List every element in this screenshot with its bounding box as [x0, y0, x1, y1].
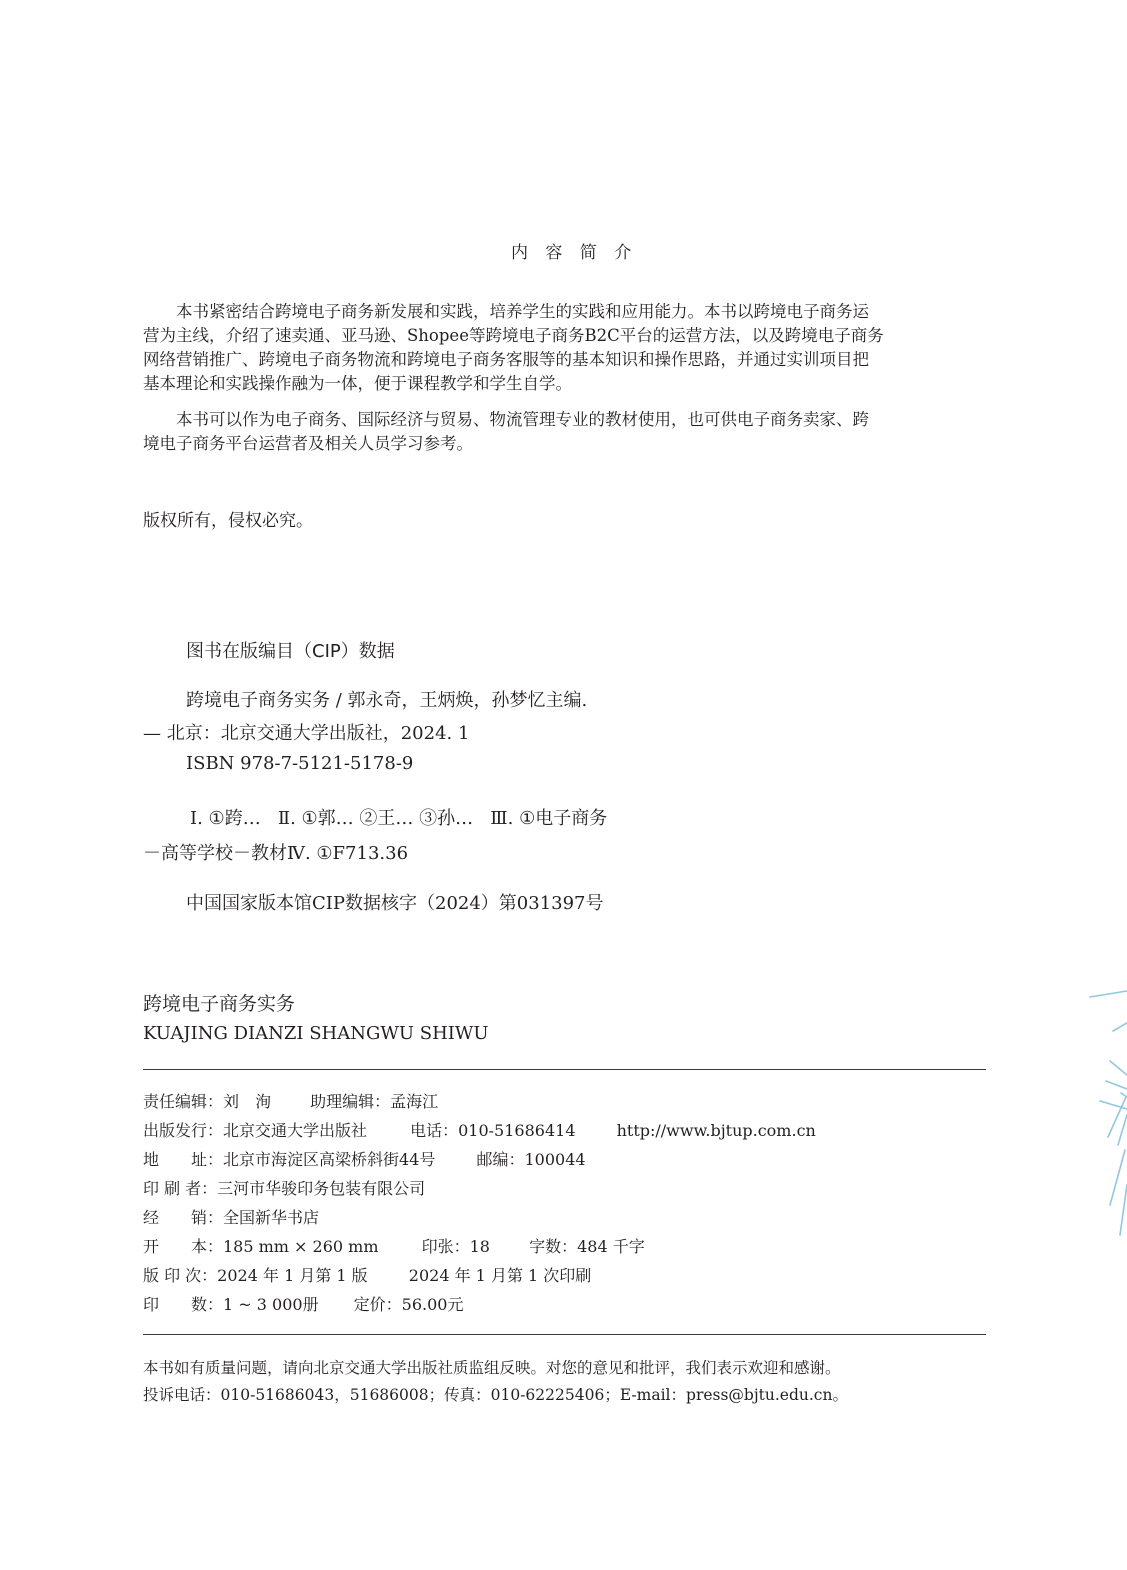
info-publisher: 出版发行：北京交通大学出版社 — [143, 1121, 368, 1140]
info-row-address — [143, 1147, 586, 1170]
info-printer: 印 刷 者：三河市华骏印务包装有限公司 — [143, 1179, 426, 1198]
cip-book-line: 跨境电子商务实务 / 郭永奇，王炳焕，孙梦忆主编. — [186, 690, 588, 711]
info-price: 定价：56.00元 — [353, 1295, 464, 1314]
info-row-edition — [143, 1263, 591, 1286]
deco-stroke — [1118, 1115, 1127, 1145]
info-print-run: 2024 年 1 月第 1 次印刷 — [408, 1266, 592, 1285]
deco-stroke — [1110, 1150, 1125, 1205]
info-distributor: 经 销：全国新华书店 — [143, 1208, 320, 1227]
info-editor: 责任编辑：刘 洵 — [143, 1092, 272, 1111]
deco-stroke — [1090, 991, 1127, 997]
info-phone: 电话：010-51686414 — [410, 1121, 576, 1140]
book-title-cn: 跨境电子商务实务 — [143, 993, 296, 1015]
summary-paragraph-1 — [143, 300, 988, 396]
info-quantity: 印 数：1 ~ 3 000册 — [143, 1295, 319, 1314]
summary-heading: 内 容 简 介 — [511, 243, 638, 263]
deco-stroke — [1106, 1081, 1127, 1089]
decorative-lines — [1080, 985, 1127, 1245]
info-row-distributor — [143, 1205, 319, 1228]
copyright-notice: 版权所有，侵权必究。 — [143, 511, 313, 531]
cip-title: 图书在版编目（CIP）数据 — [186, 641, 395, 662]
complaint-contact: 投诉电话：010-51686043，51686008；传真：010-62225406；E-mail：press@bjtu.edu.cn。 — [143, 1386, 848, 1404]
info-format: 开 本：185 mm × 260 mm — [143, 1237, 379, 1256]
cip-publisher-line: — 北京：北京交通大学出版社，2024. 1 — [143, 723, 470, 744]
deco-stroke — [1113, 1023, 1127, 1031]
info-row-editors — [143, 1089, 438, 1112]
info-address: 地 址：北京市海淀区高梁桥斜街44号 — [143, 1150, 436, 1169]
info-sheets: 印张：18 — [421, 1237, 490, 1256]
deco-stroke — [1120, 1185, 1127, 1235]
cip-isbn: ISBN 978-7-5121-5178-9 — [186, 753, 414, 774]
summary-line: 网络营销推广、跨境电子商务物流和跨境电子商务客服等的基本知识和操作思路，并通过实训项目把 — [143, 350, 869, 369]
info-postcode: 邮编：100044 — [476, 1150, 586, 1169]
deco-stroke — [1110, 1061, 1127, 1075]
info-row-format — [143, 1234, 645, 1257]
summary-line: 境电子商务平台运营者及相关人员学习参考。 — [143, 434, 473, 453]
quality-notice: 本书如有质量问题，请向北京交通大学出版社质监组反映。对您的意见和批评，我们表示欢迎和感谢。 — [143, 1359, 841, 1377]
info-row-quantity — [143, 1292, 463, 1315]
cip-record-number: 中国国家版本馆CIP数据核字（2024）第031397号 — [186, 893, 604, 914]
info-website: http://www.bjtup.com.cn — [616, 1121, 816, 1140]
book-title-pinyin: KUAJING DIANZI SHANGWU SHIWU — [143, 1023, 489, 1044]
summary-line: 本书可以作为电子商务、国际经济与贸易、物流管理专业的教材使用，也可供电子商务卖家、跨 — [176, 410, 869, 429]
info-edition: 版 印 次：2024 年 1 月第 1 版 — [143, 1266, 368, 1285]
summary-paragraph-2 — [143, 408, 988, 456]
deco-stroke — [1108, 1097, 1126, 1137]
info-row-publisher — [143, 1118, 816, 1141]
info-assistant-editor: 助理编辑：孟海江 — [310, 1092, 439, 1111]
bottom-divider — [143, 1334, 986, 1335]
info-row-printer — [143, 1176, 425, 1199]
summary-line: 基本理论和实践操作融为一体，便于课程教学和学生自学。 — [143, 374, 572, 393]
top-divider — [143, 1069, 986, 1070]
summary-line: 营为主线，介绍了速卖通、亚马逊、Shopee等跨境电子商务B2C平台的运营方法，以及跨境电子商务 — [143, 326, 884, 345]
cip-classification-2: －高等学校－教材Ⅳ. ①F713.36 — [143, 843, 409, 864]
cip-classification-1: Ⅰ. ①跨… Ⅱ. ①郭… ②王… ③孙… Ⅲ. ①电子商务 — [190, 808, 608, 829]
summary-line: 本书紧密结合跨境电子商务新发展和实践，培养学生的实践和应用能力。本书以跨境电子商务运 — [176, 302, 869, 321]
info-word-count: 字数：484 千字 — [529, 1237, 645, 1256]
